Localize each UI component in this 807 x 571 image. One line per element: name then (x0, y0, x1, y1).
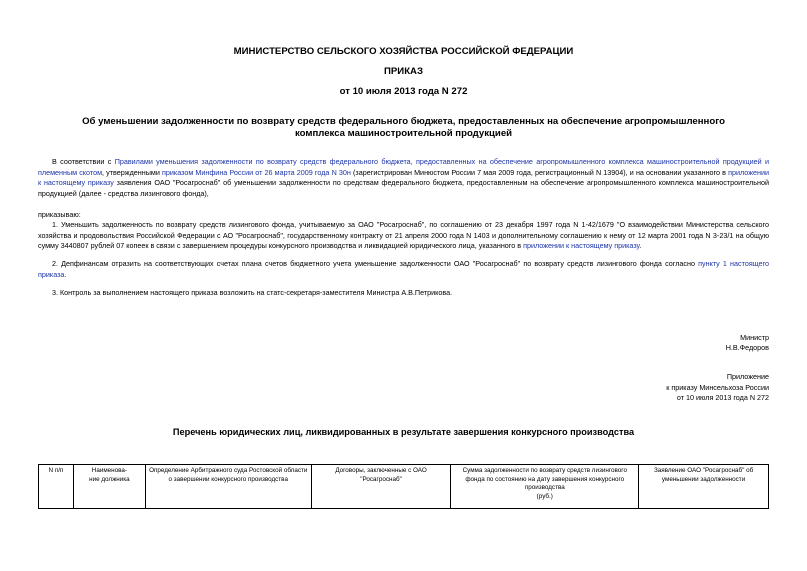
appendix-header (666, 372, 769, 404)
item-3-paragraph: 3. Контроль за выполнением настоящего приказа возложить на статс-секретаря-заместителя Министра А.В.Петрикова. (52, 288, 453, 297)
rules-link[interactable]: Правилами уменьшения задолженности по возврату средств федерального бюджета, предоставленных на обеспечение агропромышленного комплекса машиностроительной продукцией и племенным скотом (38, 157, 770, 177)
minfin-order-link[interactable]: приказом Минфина России от 26 марта 2009 года N 30н (162, 167, 351, 177)
appendix-link[interactable]: приложении к настоящему приказу (38, 167, 770, 188)
preamble-text-1: В соответствии с (52, 157, 115, 166)
orders-word: приказываю: (38, 210, 81, 219)
list-title: Перечень юридических лиц, ликвидированных в результате завершения конкурсного производства (172, 427, 635, 437)
item-1-tail: . (639, 241, 642, 251)
preamble-paragraph (38, 157, 769, 199)
appendix-date: от 10 июля 2013 года N 272 (676, 393, 769, 403)
column-header-contracts: Договоры, заключенные с ОАО "Росагроснаб" (311, 465, 451, 509)
order-date: от 10 июля 2013 года N 272 (339, 86, 468, 97)
column-header-debt-amount: Сумма задолженности по возврату средств лизингового фонда по состоянию на дату завершения конкурсного производства (руб.) (451, 465, 639, 509)
column-header-debtor: Наименова- ние должника (73, 465, 145, 509)
item-1-text: 1. Уменьшить задолженность по возврату средств лизингового фонда, учитываемую за ОАО "Росагроснаб", по соглашению от 23 декабря 1997 года N 1-42/1679 "О взаимодействии Министерства сельского хозяйства и продовольствия Российской Федерации с АО "Росагроснаб", государственному контракту от 21 апреля 2000 года N 1403 и дополнительному соглашению к нему от 12 марта 2001 года N 3-23/1 на общую сумму 3440807 рублей 07 копеек в связи с завершением процедуры конкурсного производства и ликвидацией юридического лица, указанного в (38, 220, 769, 251)
preamble-text-4: заявления ОАО "Росагроснаб" об уменьшении задолженности по средствам федерального бюджета, предоставленным на обеспечение агропромышленного комплекса машиностроительной продукцией (далее - средства лизингового фонда), (38, 178, 770, 198)
signature-position: Министр (740, 333, 769, 342)
column-header-court-ruling: Определение Арбитражного суда Ростовской области о завершении конкурсного производства (145, 465, 311, 509)
item-2-text: 2. Депфинансам отразить на соответствующих счетах плана счетов бюджетного учета уменьшение задолженности ОАО "Росагроснаб" по возврату средств лизингового фонда согласно (52, 259, 699, 268)
column-header-application: Заявление ОАО "Росагроснаб" об уменьшении задолженности (639, 465, 769, 509)
item-2-tail: . (64, 269, 67, 279)
preamble-text-2: , утвержденными (102, 167, 162, 177)
signature-name: Н.В.Федоров (725, 343, 769, 352)
column-header-number: N п/п (39, 465, 74, 509)
appendix-ref: к приказу Минсельхоза России (666, 382, 769, 392)
item-1-appendix-link[interactable]: приложении к настоящему приказу (523, 241, 640, 251)
item-1-ref-link[interactable]: пункту 1 настоящего приказа (38, 259, 769, 279)
order-heading: ПРИКАЗ (384, 66, 423, 77)
table-header-row (39, 465, 769, 509)
item-2-paragraph (38, 259, 769, 280)
ministry-heading: МИНИСТЕРСТВО СЕЛЬСКОГО ХОЗЯЙСТВА РОССИЙСКОЙ ФЕДЕРАЦИИ (233, 46, 574, 57)
document-title: Об уменьшении задолженности по возврату средств федерального бюджета, предоставленных на обеспечение агропромышленного комплекса машиностроительной продукцией (82, 116, 725, 139)
liquidated-entities-table (38, 464, 769, 509)
item-1-paragraph (38, 220, 769, 252)
appendix-label: Приложение (726, 372, 769, 381)
preamble-text-3: (зарегистрирован Минюстом России 7 мая 2009 года, регистрационный N 13904), и на основании указанного в (350, 167, 729, 177)
